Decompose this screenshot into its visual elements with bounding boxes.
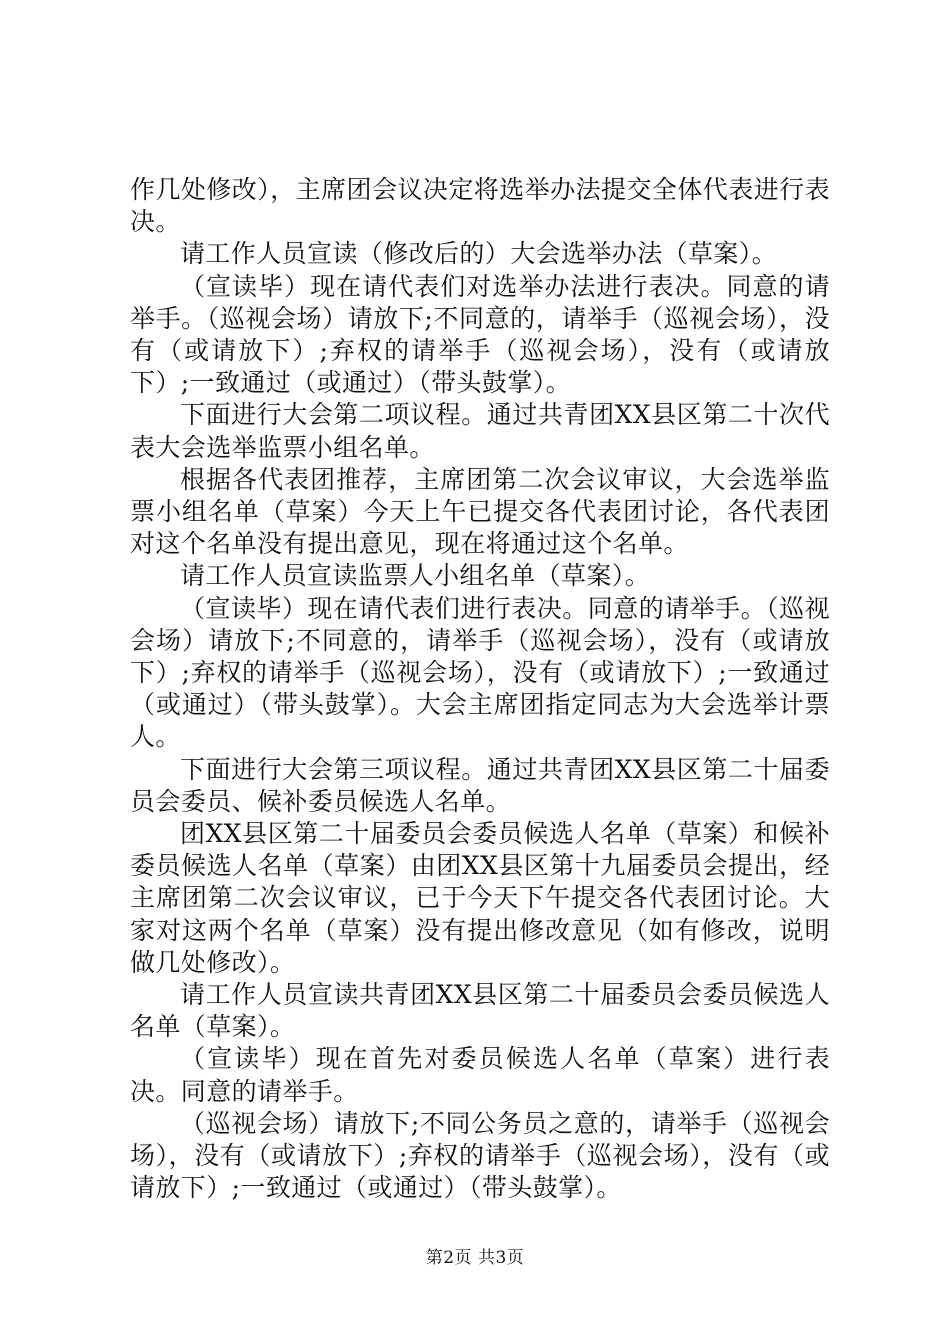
paragraph-10: 请工作人员宣读共青团XX县区第二十届委员会委员候选人名单（草案）。 [130, 980, 830, 1042]
paragraph-5: 根据各代表团推荐，主席团第二次会议审议，大会选举监票小组名单（草案）今天上午已提交各代表团讨论，各代表团对这个名单没有提出意见，现在将通过这个名单。 [130, 464, 830, 559]
document-body [130, 174, 830, 1205]
paragraph-7: （宣读毕）现在请代表们进行表决。同意的请举手。（巡视会场）请放下;不同意的，请举手（巡视会场），没有（或请放下）;弃权的请举手（巡视会场），没有（或请放下）;一致通过（或通过）（带头鼓掌）。大会主席团指定同志为大会选举计票人。 [130, 593, 830, 752]
paragraph-6: 请工作人员宣读监票人小组名单（草案）。 [180, 561, 651, 591]
paragraph-1: 作几处修改），主席团会议决定将选举办法提交全体代表进行表决。 [130, 175, 830, 237]
page-number-footer: 第2页 共3页 [425, 1248, 525, 1268]
paragraph-12: （巡视会场）请放下;不同公务员之意的，请举手（巡视会场），没有（或请放下）;弃权的请举手（巡视会场），没有（或请放下）;一致通过（或通过）（带头鼓掌）。 [130, 1108, 830, 1203]
paragraph-4: 下面进行大会第二项议程。通过共青团XX县区第二十次代表大会选举监票小组名单。 [130, 400, 830, 462]
paragraph-3: （宣读毕）现在请代表们对选举办法进行表决。同意的请举手。（巡视会场）请放下;不同意的，请举手（巡视会场），没有（或请放下）;弃权的请举手（巡视会场），没有（或请放下）;一致通过（或通过）（带头鼓掌）。 [130, 271, 830, 398]
paragraph-11: （宣读毕）现在首先对委员候选人名单（草案）进行表决。同意的请举手。 [130, 1044, 830, 1106]
paragraph-2: 请工作人员宣读（修改后的）大会选举办法（草案）。 [180, 239, 778, 269]
paragraph-8: 下面进行大会第三项议程。通过共青团XX县区第二十届委员会委员、候补委员候选人名单。 [130, 754, 830, 816]
paragraph-9: 团XX县区第二十届委员会委员候选人名单（草案）和候补委员候选人名单（草案）由团XX县区第十九届委员会提出，经主席团第二次会议审议，已于今天下午提交各代表团讨论。大家对这两个名单（草案）没有提出修改意见（如有修改，说明做几处修改）。 [130, 819, 830, 977]
